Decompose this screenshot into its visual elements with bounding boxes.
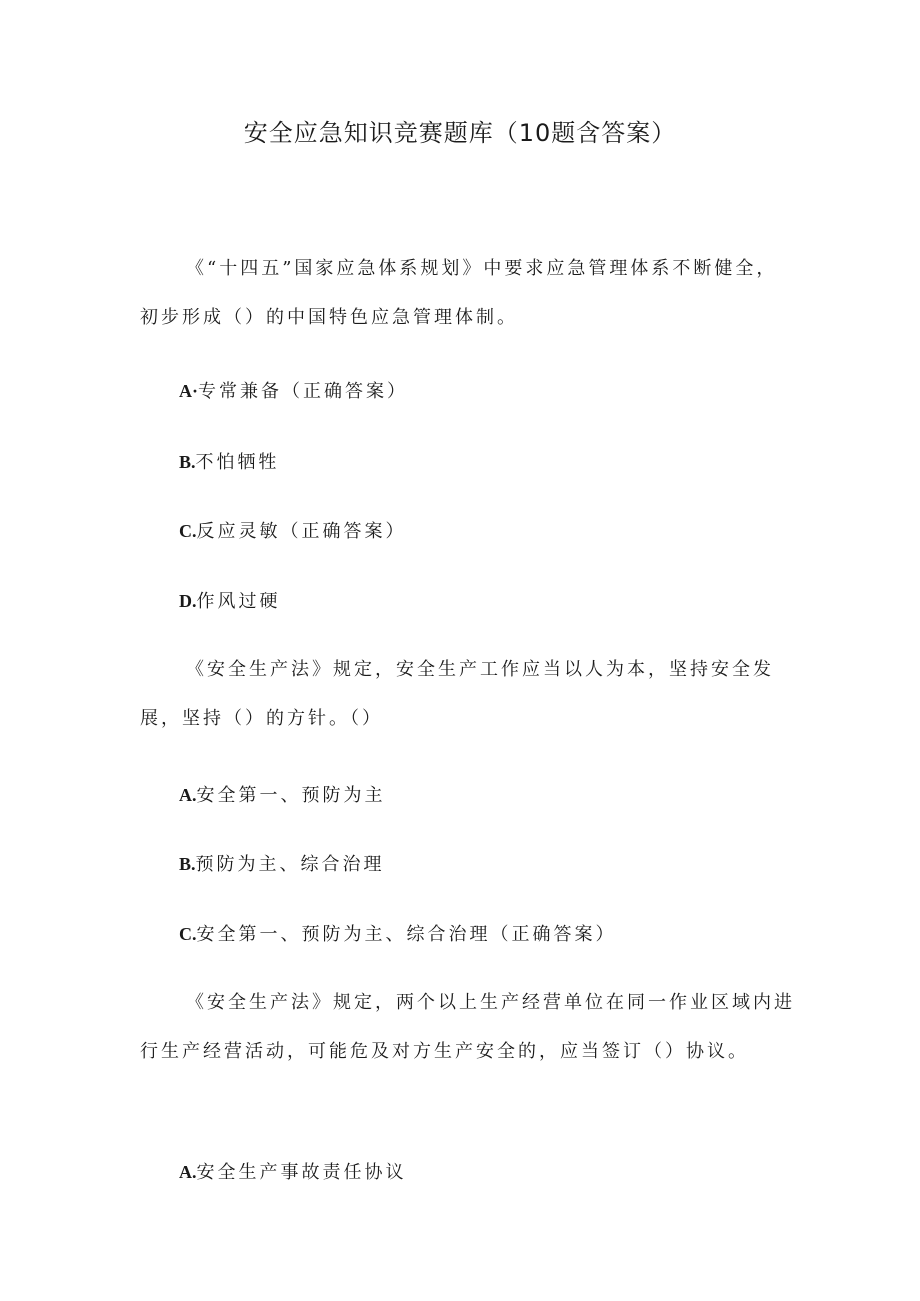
- option-text: 安全第一、预防为主: [196, 785, 386, 806]
- question-1-stem-line-1: 《“十四五”国家应急体系规划》中要求应急管理体系不断健全，: [186, 258, 778, 279]
- question-1-option-c: [179, 518, 407, 545]
- option-letter: B.: [179, 854, 196, 874]
- option-letter: A.: [179, 785, 197, 805]
- question-2-stem-line-1: 《安全生产法》规定，安全生产工作应当以人为本，坚持安全发: [186, 659, 774, 680]
- question-1-option-a: [179, 378, 408, 405]
- option-text: 不怕牺牲: [195, 452, 280, 473]
- question-3-option-a: [179, 1159, 407, 1186]
- question-3-stem-line-2: 行生产经营活动，可能危及对方生产安全的，应当签订（）协议。: [140, 1041, 749, 1062]
- question-1-stem-line-2: 初步形成（）的中国特色应急管理体制。: [140, 307, 518, 328]
- question-1-option-b: [179, 449, 280, 476]
- option-letter: A·: [179, 381, 199, 401]
- option-letter: B.: [179, 452, 196, 472]
- option-text: 预防为主、综合治理: [195, 854, 385, 875]
- option-letter: D.: [179, 591, 197, 611]
- option-text: 安全第一、预防为主、综合治理（正确答案）: [196, 924, 617, 945]
- option-letter: C.: [179, 521, 197, 541]
- option-letter: C.: [179, 924, 197, 944]
- option-text: 专常兼备（正确答案）: [198, 381, 409, 402]
- question-2-option-c: [179, 921, 617, 948]
- question-1-option-d: [179, 588, 281, 615]
- question-3-stem-line-1: 《安全生产法》规定，两个以上生产经营单位在同一作业区域内进: [186, 992, 795, 1013]
- option-text: 反应灵敏（正确答案）: [196, 521, 407, 542]
- question-2-stem-line-2: 展，坚持（）的方针。（）: [140, 708, 383, 729]
- option-text: 作风过硬: [196, 591, 281, 612]
- option-letter: A.: [179, 1162, 197, 1182]
- document-title: 安全应急知识竞赛题库（10题含答案）: [243, 119, 677, 147]
- question-2-option-b: [179, 851, 385, 878]
- question-2-option-a: [179, 782, 386, 809]
- option-text: 安全生产事故责任协议: [196, 1162, 407, 1183]
